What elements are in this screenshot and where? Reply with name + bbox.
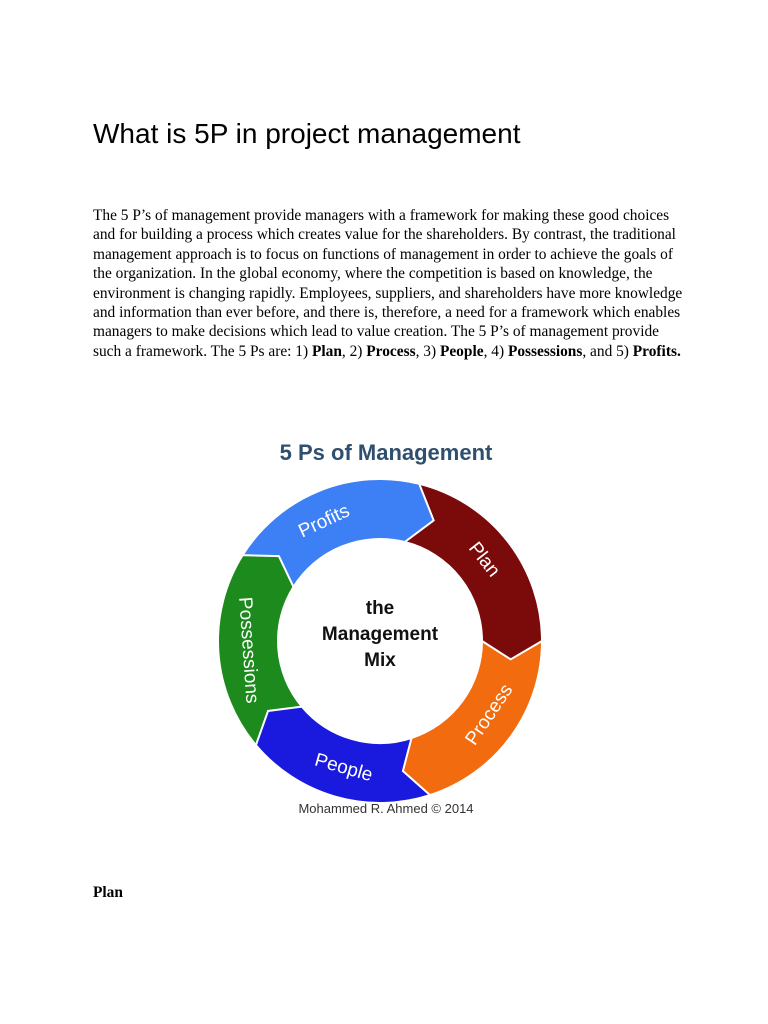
segment-label-plan: Plan <box>464 538 505 582</box>
five-ps-diagram-svg <box>200 430 568 830</box>
intro-separator: , 3) <box>415 342 440 360</box>
intro-item-people: People <box>439 342 484 360</box>
intro-separator: , 4) <box>483 342 508 360</box>
intro-separator: , and 5) <box>582 342 633 360</box>
diagram-title: 5 Ps of Management <box>279 440 493 465</box>
intro-item-plan: Plan <box>311 342 342 360</box>
five-ps-diagram <box>200 430 568 830</box>
segment-label-people: People <box>312 749 375 787</box>
section-heading-plan: Plan <box>93 884 123 901</box>
intro-paragraph <box>93 206 683 361</box>
intro-item-process: Process <box>366 342 416 360</box>
intro-item-profits: Profits. <box>632 342 681 360</box>
segment-people <box>256 707 430 803</box>
intro-separator: , 2) <box>341 342 367 360</box>
segment-label-profits: Profits <box>295 500 354 543</box>
page-title: What is 5P in project management <box>93 118 521 149</box>
diagram-credit: Mohammed R. Ahmed © 2014 <box>298 801 474 816</box>
intro-text: The 5 P’s of management provide managers with a framework for making these good choices and for building a process which creates value for the shareholders. By contrast, the traditional management approach is to focus on functions of management in order to achieve the goals of the organization. In the global economy, where the competition is based on knowledge, the environment is changing rapidly. Employees, suppliers, and shareholders have more knowledge and information than ever before, and there is, therefore, a need for a framework which enables managers to make decisions which lead to value creation. The 5 P’s of management provide such a framework. The 5 Ps are: 1) <box>93 207 683 360</box>
diagram-center-line-1: the <box>365 598 395 619</box>
intro-item-possessions: Possessions <box>507 342 583 360</box>
segment-label-possessions: Possessions <box>234 596 263 705</box>
segment-label-process: Process <box>461 680 518 750</box>
segment-process <box>398 641 542 795</box>
diagram-center-line-2: Management <box>321 624 439 645</box>
diagram-center-line-3: Mix <box>364 650 396 671</box>
